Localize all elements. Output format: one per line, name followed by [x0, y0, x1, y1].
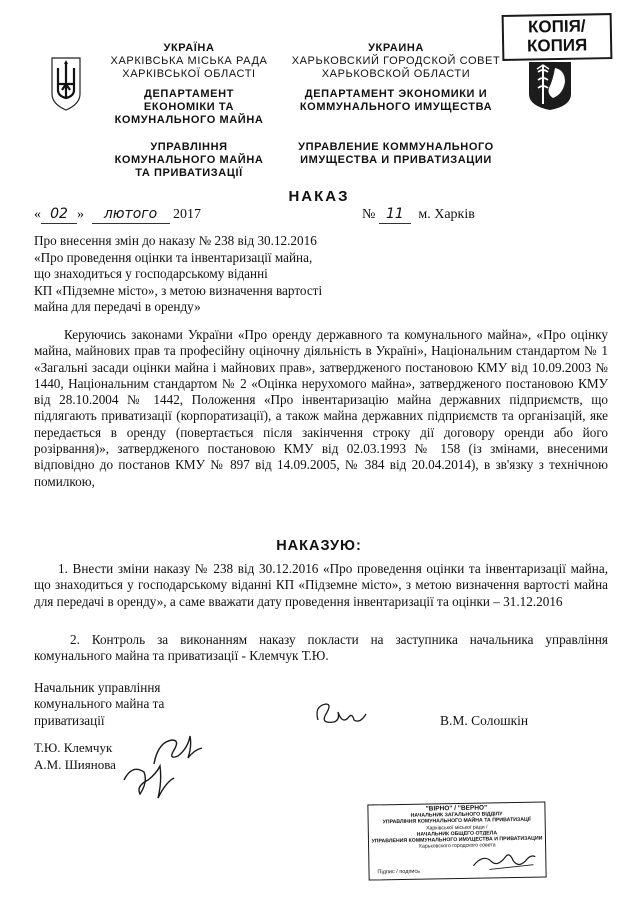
cert-stamp-line-6: УПРАВЛЕНИЯ КОММУНАЛЬНОГО ИМУЩЕСТВА И ПРИВАТИЗАЦИИ	[371, 835, 543, 845]
order-heading: НАКАЗУЮ:	[276, 538, 362, 554]
header-right-country: УКРАИНА	[368, 42, 424, 54]
signatory-title	[34, 680, 164, 729]
header-left-country: УКРАЇНА	[163, 42, 215, 54]
document-title: НАКАЗ	[288, 188, 350, 205]
order-number-line	[362, 206, 475, 224]
header-left-dir-2: КОМУНАЛЬНОГО МАЙНА	[114, 154, 264, 166]
subject-line-2: «Про проведення оцінки та інвентаризації майна,	[34, 249, 313, 265]
header-right-dept-2: КОММУНАЛЬНОГО ИМУЩЕСТВА	[299, 101, 493, 113]
cert-stamp-signature	[469, 847, 539, 874]
subject-line-4: КП «Підземне місто», з метою визначення вартості	[34, 282, 323, 298]
order-number-value: 11	[379, 206, 411, 224]
header-right-council-2: ХАРЬКОВСКОЙ ОБЛАСТИ	[321, 68, 471, 80]
signatory-title-line-2: комунального майна та	[34, 696, 165, 712]
subject-block	[34, 233, 322, 316]
header-left-council-2: ХАРКІВСЬКОЇ ОБЛАСТІ	[122, 68, 256, 80]
order-item-1: 1. Внести зміни наказу № 238 від 30.12.2016 «Про проведення оцінки та інвентаризації майна, що знаходиться у господарському віданні КП «Підземне місто», з метою визначення вартості майна для передачі в оренду», а саме вважати дату проведення інвентаризації та оцінки – 31.12.2016	[34, 561, 608, 609]
coat-of-arms-ukraine-icon	[48, 54, 84, 112]
header-right-dir-2: ИМУЩЕСТВА И ПРИВАТИЗАЦИИ	[300, 154, 492, 166]
cert-stamp-line-2: НАЧАЛЬНИК ЗАГАЛЬНОГО ВІДДІЛУ	[410, 811, 503, 820]
cert-stamp-line-4: Харківської міської ради /	[425, 824, 488, 832]
copy-stamp-line-ru: КОПИЯ	[526, 35, 588, 56]
header-left	[100, 42, 278, 180]
cert-stamp-line-1: "ВІРНО" / "ВЕРНО"	[425, 804, 488, 813]
subject-line-1: Про внесення змін до наказу № 238 від 30.12.2016	[34, 233, 317, 248]
executors	[34, 740, 116, 773]
header-left-dir-3: ТА ПРИВАТИЗАЦІЇ	[135, 167, 243, 179]
order-number-prefix: №	[362, 207, 376, 222]
header-left-dir-1: УПРАВЛІННЯ	[150, 141, 228, 153]
preamble-paragraph: Керуючись законами України «Про оренду державного та комунального майна», «Про оцінку майна, майнових прав та професійну оціночну діяльність в Україні», Національним стандартом № 1 «Загальні засади оцінки майна і майнових прав», затвердженого постановою КМУ від 10.09.2003 № 1440, Національним стандартом № 2 «Оцінка нерухомого майна», затвердженого постановою КМУ від 28.10.2004 № 1442, Положення «Про інвентаризацію майна державних підприємств, що підлягають приватизації (корпоратизації), а також майна державних підприємств та організацій, яке передається в оренду (повертається після закінчення строку дії договору оренди або його розірвання)», затвердженого постановою КМУ від 02.03.1993 № 158 (із змінами, внесеними відповідно до постанов КМУ № 897 від 14.09.2005, № 384 від 20.04.2014), в зв'язку з технічною помилкою,	[34, 327, 608, 489]
date-line	[34, 206, 201, 224]
date-year: 2017	[173, 207, 201, 222]
cert-stamp-sign-label: Підпис / подпись	[377, 868, 421, 876]
executor-2: А.М. Шиянова	[34, 756, 116, 772]
cert-stamp-line-7: Харьковского городского совета	[418, 842, 496, 850]
header-left-dept-1: ДЕПАРТАМЕНТ	[144, 88, 234, 100]
copy-stamp	[502, 13, 613, 61]
certification-stamp	[367, 801, 546, 880]
copy-stamp-line-ua: КОПІЯ/	[527, 16, 586, 37]
header-right-dept-1: ДЕПАРТАМЕНТ ЭКОНОМИКИ И	[304, 88, 488, 100]
header-right-dir-1: УПРАВЛЕНИЕ КОММУНАЛЬНОГО	[298, 141, 494, 153]
approval-signatures	[118, 728, 210, 804]
subject-line-5: майна для передачі в оренду»	[34, 299, 201, 314]
executor-1: Т.Ю. Клемчук	[34, 740, 113, 755]
order-city: м. Харків	[418, 207, 475, 222]
coat-of-arms-kharkiv-icon	[525, 60, 575, 112]
cert-stamp-line-3: УПРАВЛІННЯ КОМУНАЛЬНОГО МАЙНА ТА ПРИВАТИЗАЦІЇ	[382, 817, 531, 826]
date-month: лютого	[92, 206, 170, 224]
cert-stamp-line-5: НАЧАЛЬНИК ОБЩЕГО ОТДЕЛА	[416, 830, 498, 838]
date-open-quote: «	[34, 207, 41, 222]
header-left-dept-2: ЕКОНОМІКИ ТА	[143, 101, 235, 113]
header-left-dept-3: КОМУНАЛЬНОГО МАЙНА	[114, 114, 264, 126]
signatory-title-line-3: приватизації	[34, 712, 105, 728]
header-right-council-1: ХАРЬКОВСКИЙ ГОРОДСКОЙ СОВЕТ	[291, 55, 501, 67]
date-close-quote: »	[77, 207, 84, 222]
header-left-council-1: ХАРКІВСЬКА МІСЬКА РАДА	[110, 55, 268, 67]
signatory-name: В.М. Солошкін	[440, 713, 529, 728]
signatory-title-line-1: Начальник управління	[34, 680, 161, 695]
header-right	[285, 42, 507, 167]
director-signature	[312, 700, 370, 730]
date-day: 02	[41, 206, 77, 224]
order-item-2: 2. Контроль за виконанням наказу покласти на заступника начальника управління комунального майна та приватизації - Клемчук Т.Ю.	[34, 632, 608, 664]
subject-line-3: що знаходиться у господарському віданні	[34, 266, 268, 281]
